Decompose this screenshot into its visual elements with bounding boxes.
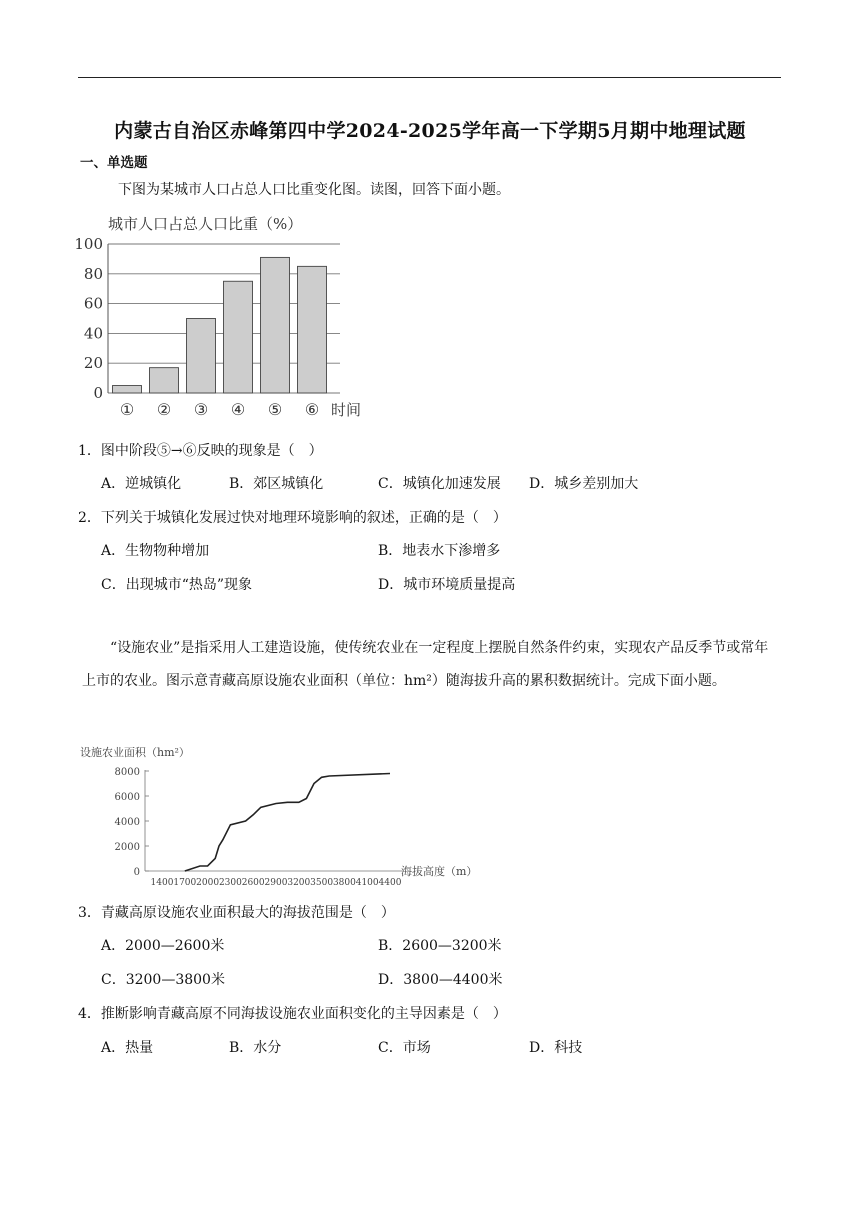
chart1-x-tick-label: ⑤	[267, 400, 283, 419]
question-1-option-a[interactable]: A．逆城镇化	[101, 476, 182, 492]
chart1-y-tick-label: 0	[93, 384, 103, 402]
chart1-x-tick-label: ③	[193, 400, 209, 419]
question-3-option-b[interactable]: B．2600—3200米	[378, 938, 502, 954]
question-4-stem: 4．推断影响青藏高原不同海拔设施农业面积变化的主导因素是（ ）	[78, 1006, 507, 1022]
question-3-option-d[interactable]: D．3800—4400米	[378, 972, 503, 988]
question-1-option-d[interactable]: D．城乡差别加大	[529, 476, 639, 492]
question-4-option-c[interactable]: C．市场	[378, 1040, 431, 1056]
chart2-x-label: 海拔高度（m）	[401, 865, 478, 878]
question-2-option-d[interactable]: D．城市环境质量提高	[378, 577, 516, 593]
intro-text-2	[82, 632, 782, 698]
chart1-bar	[261, 257, 290, 393]
chart1-bar	[224, 281, 253, 393]
chart2-x-tick-label: 2000	[196, 878, 220, 888]
header-rule	[78, 77, 781, 78]
chart2-y-tick-label: 6000	[114, 792, 140, 803]
chart2-x-tick-label: 3500	[310, 878, 334, 888]
chart1-bar	[113, 386, 142, 393]
chart1-x-tick-label: ②	[156, 400, 172, 419]
question-1-option-c[interactable]: C．城镇化加速发展	[378, 476, 501, 492]
chart1-x-tick-label: ④	[230, 400, 246, 419]
chart2-y-tick-label: 8000	[114, 767, 140, 778]
chart2-y-tick-label: 4000	[114, 817, 140, 828]
chart1-title: 城市人口占总人口比重（%）	[108, 215, 303, 233]
section-heading: 一、单选题	[80, 155, 148, 171]
chart2-x-tick-label: 1700	[173, 878, 197, 888]
chart2-x-tick-label: 4400	[378, 878, 402, 888]
chart2-series-line	[185, 774, 390, 872]
question-1-stem: 1．图中阶段⑤→⑥反映的现象是（ ）	[78, 443, 323, 459]
question-3-option-a[interactable]: A．2000—2600米	[101, 938, 225, 954]
facility-agriculture-line-chart	[78, 742, 478, 888]
chart1-bar	[187, 319, 216, 394]
chart1-x-label: 时间	[331, 401, 362, 419]
chart2-x-tick-label: 2900	[264, 878, 288, 888]
chart1-y-tick-label: 60	[83, 294, 103, 313]
question-3-stem: 3．青藏高原设施农业面积最大的海拔范围是（ ）	[78, 905, 395, 921]
question-4-option-d[interactable]: D．科技	[529, 1040, 583, 1056]
chart2-x-tick-label: 3200	[287, 878, 311, 888]
question-2-option-a[interactable]: A．生物物种增加	[101, 543, 210, 559]
chart1-y-tick-label: 20	[83, 354, 103, 373]
question-3-option-c[interactable]: C．3200—3800米	[101, 972, 225, 988]
chart2-y-tick-label: 2000	[114, 842, 140, 853]
chart2-x-tick-label: 2600	[241, 878, 265, 888]
question-4-option-a[interactable]: A．热量	[101, 1040, 154, 1056]
chart2-x-tick-label: 4100	[355, 878, 379, 888]
chart1-x-tick-label: ①	[119, 400, 135, 419]
chart2-x-tick-label: 2300	[218, 878, 242, 888]
question-2-option-c[interactable]: C．出现城市“热岛”现象	[101, 577, 253, 593]
chart2-x-tick-label: 3800	[332, 878, 356, 888]
intro-text-1: 下图为某城市人口占总人口比重变化图。读图，回答下面小题。	[118, 182, 510, 198]
chart1-y-tick-label: 40	[83, 324, 103, 343]
question-1-option-b[interactable]: B．郊区城镇化	[229, 476, 324, 492]
chart1-y-tick-label: 100	[74, 235, 103, 253]
chart2-x-tick-label: 1400	[150, 878, 174, 888]
chart2-y-label: 设施农业面积（hm²）	[80, 746, 190, 759]
urban-population-bar-chart	[72, 208, 382, 423]
question-4-option-b[interactable]: B．水分	[229, 1040, 282, 1056]
chart1-bar	[150, 368, 179, 393]
chart2-y-tick-label: 0	[133, 867, 140, 878]
chart1-bar	[298, 266, 327, 393]
page-title: 内蒙古自治区赤峰第四中学2024-2025学年高一下学期5月期中地理试题	[114, 120, 746, 142]
chart1-x-tick-label: ⑥	[304, 400, 320, 419]
chart1-y-tick-label: 80	[83, 264, 103, 283]
question-2-stem: 2．下列关于城镇化发展过快对地理环境影响的叙述，正确的是（ ）	[78, 510, 507, 526]
intro-text-2-content: “设施农业”是指采用人工建造设施，使传统农业在一定程度上摆脱自然条件约束，实现农产品反季节或常年上市的农业。图示意青藏高原设施农业面积（单位：hm²）随海拔升高的累积数据统计。完成下面小题。	[82, 640, 769, 689]
question-2-option-b[interactable]: B．地表水下渗增多	[378, 543, 501, 559]
